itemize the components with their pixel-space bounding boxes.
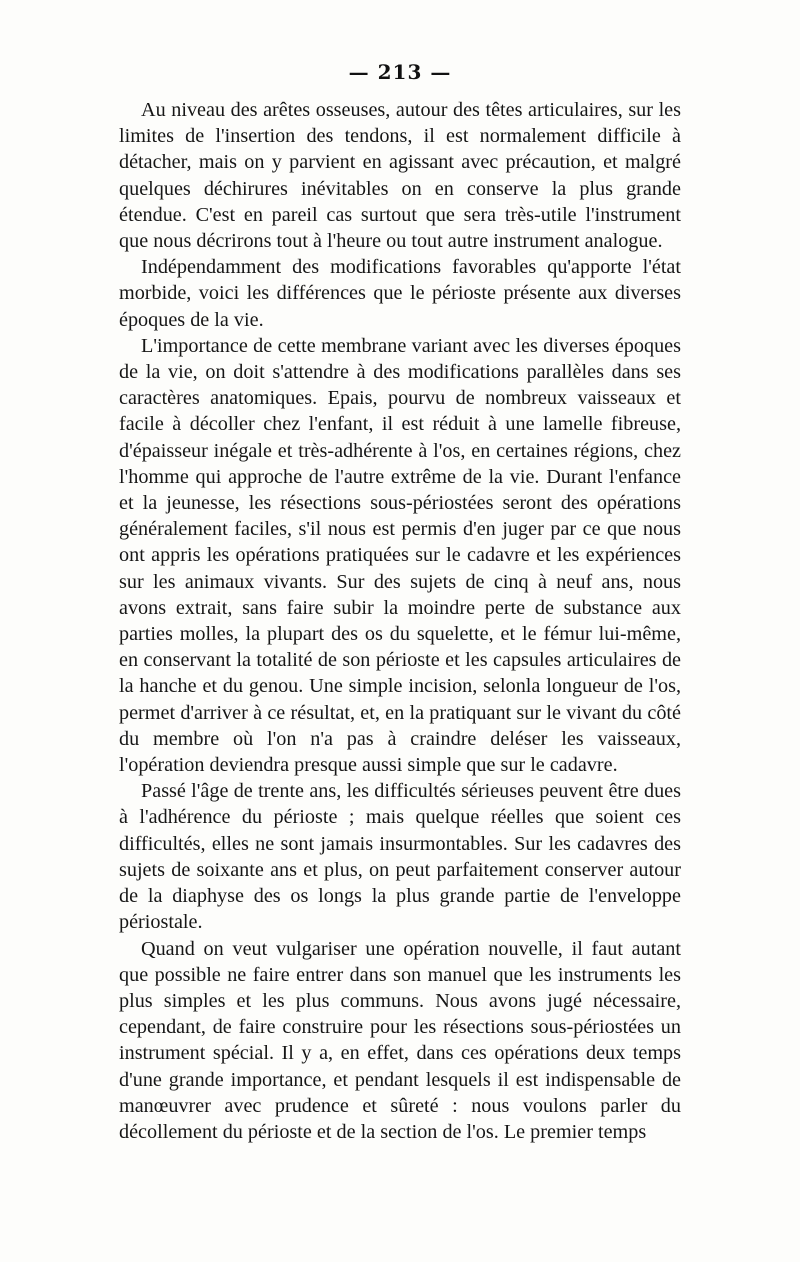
body-text [119, 97, 681, 1145]
paragraph-3: L'importance de cette membrane variant avec les diverses époques de la vie, on doit s'attendre à des modifications parallèles dans ses caractères anatomiques. Epais, pourvu de nombreux vaisseaux et facile à décoller chez l'enfant, il est réduit à une lamelle fibreuse, d'épaisseur inégale et très-adhérente à l'os, en certaines régions, chez l'homme qui approche de l'autre extrême de la vie. Durant l'enfance et la jeunesse, les résections sous-périostées seront des opérations généralement faciles, s'il nous est permis d'en juger par ce que nous ont appris les opérations pratiquées sur le cadavre et les expériences sur les animaux vivants. Sur des sujets de cinq à neuf ans, nous avons extrait, sans faire subir la moindre perte de substance aux parties molles, la plupart des os du squelette, et le fémur lui-même, en conservant la totalité de son périoste et les capsules articulaires de la hanche et du genou. Une simple incision, selonla longueur de l'os, permet d'arriver à ce résultat, et, en la pratiquant sur le vivant du côté du membre où l'on n'a pas à craindre deléser les vaisseaux, l'opération deviendra presque aussi simple que sur le cadavre. [119, 334, 681, 777]
page-number: — 213 — [348, 60, 452, 84]
paragraph-5: Quand on veut vulgariser une opération nouvelle, il faut autant que possible ne faire entrer dans son manuel que les instruments les plus simples et les plus communs. Nous avons jugé nécessaire, cependant, de faire construire pour les résections sous-périostées un instrument spécial. Il y a, en effet, dans ces opérations deux temps d'une grande importance, et pendant lesquels il est indispensable de manœuvrer avec prudence et sûreté : nous voulons parler du décollement du périoste et de la section de l'os. Le premier temps [119, 937, 681, 1143]
paragraph-4: Passé l'âge de trente ans, les difficultés sérieuses peuvent être dues à l'adhérence du périoste ; mais quelque réelles que soient ces difficultés, elles ne sont jamais insurmontables. Sur les cadavres des sujets de soixante ans et plus, on peut parfaitement conserver autour de la diaphyse des os longs la plus grande partie de l'enveloppe périostale. [119, 780, 681, 934]
paragraph-2: Indépendamment des modifications favorables qu'apporte l'état morbide, voici les différences que le périoste présente aux diverses époques de la vie. [119, 256, 681, 331]
paragraph-1: Au niveau des arêtes osseuses, autour des têtes articulaires, sur les limites de l'insertion des tendons, il est normalement difficile à détacher, mais on y parvient en agissant avec précaution, et malgré quelques déchirures inévitables on en conserve la plus grande étendue. C'est en pareil cas surtout que sera très-utile l'instrument que nous décrirons tout à l'heure ou tout autre instrument analogue. [119, 99, 681, 253]
